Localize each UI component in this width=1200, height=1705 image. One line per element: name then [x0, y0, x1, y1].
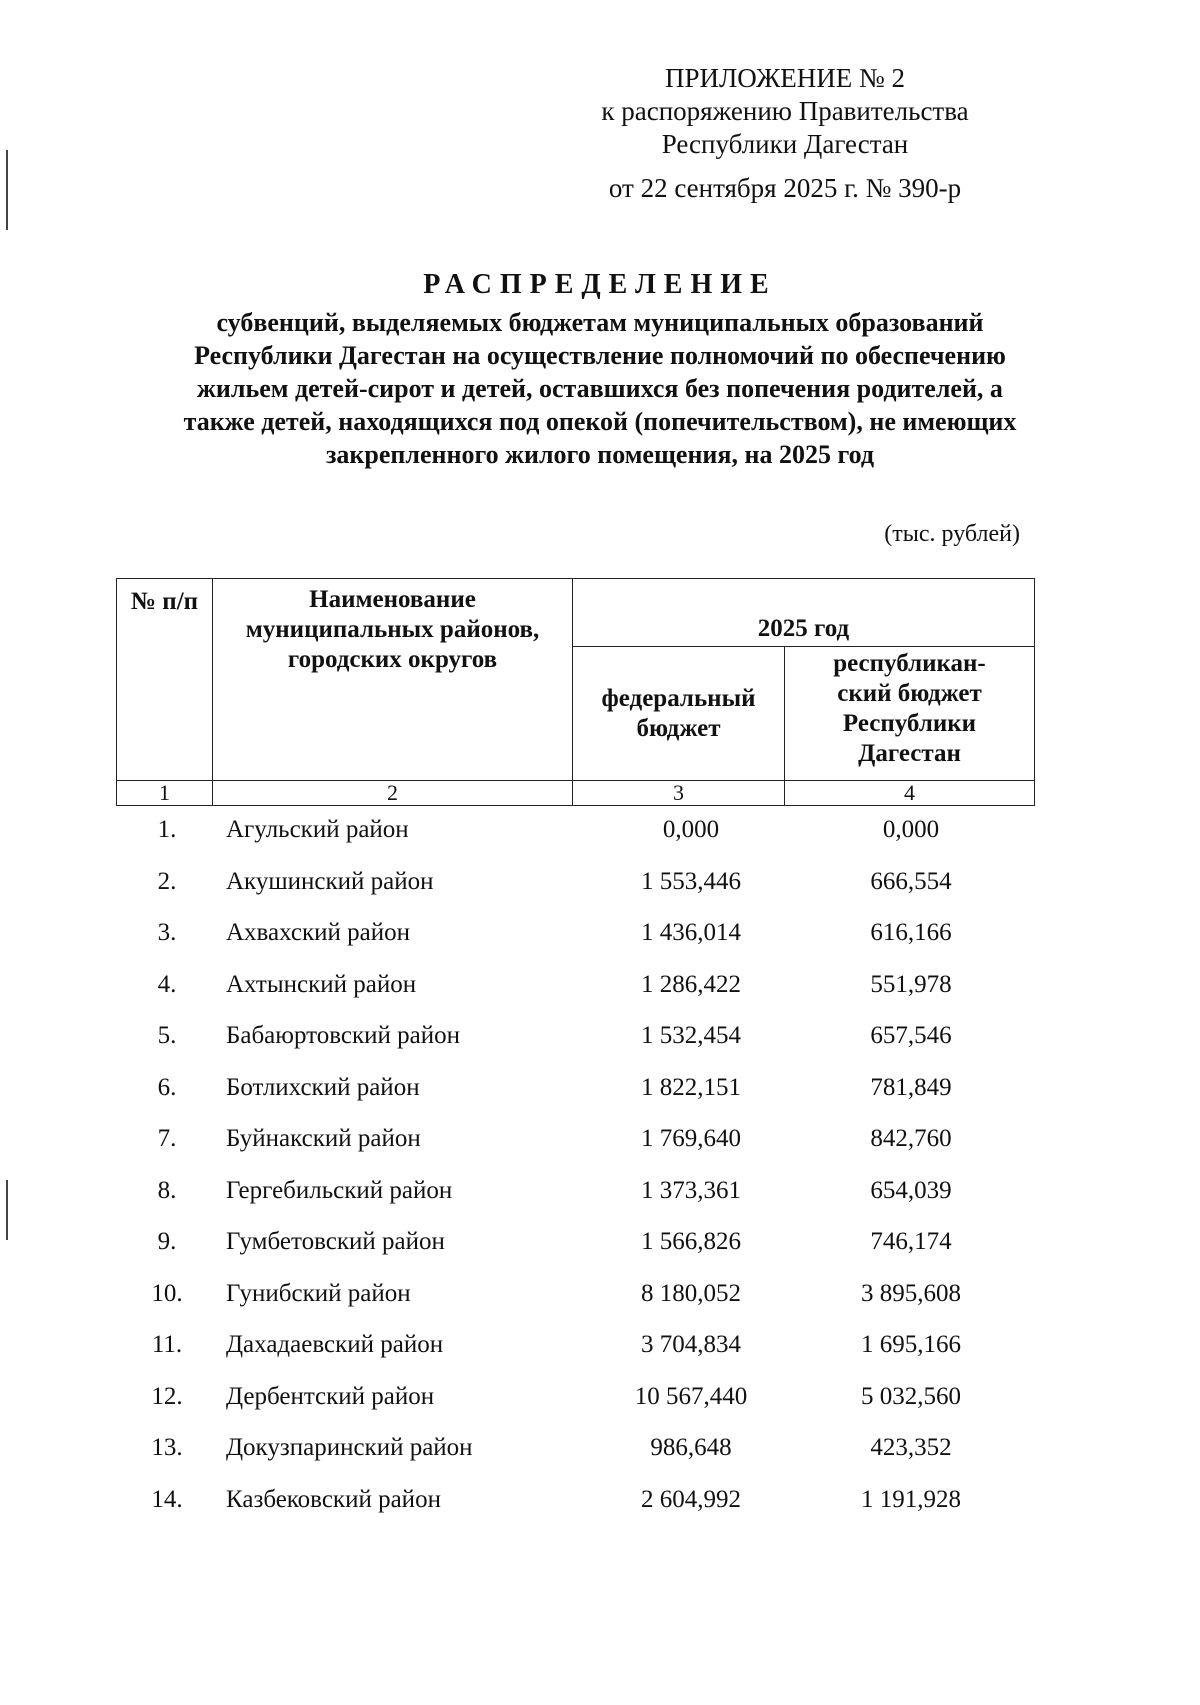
table-header — [116, 578, 1035, 806]
row-federal-amount: 1 822,151 — [641, 1073, 741, 1101]
table-row — [116, 1272, 1034, 1324]
row-number: 6. — [157, 1073, 177, 1101]
header-year: 2025 год — [573, 579, 1035, 647]
row-federal-amount: 8 180,052 — [641, 1279, 741, 1307]
row-republic-amount: 3 895,608 — [861, 1279, 961, 1307]
row-number: 8. — [157, 1176, 177, 1204]
table-row — [116, 911, 1034, 963]
table-row — [116, 1220, 1034, 1272]
table-row — [116, 1323, 1034, 1375]
scan-edge-mark — [6, 150, 8, 230]
title-description — [120, 306, 1080, 471]
appendix-reference: к распоряжению Правительства — [601, 96, 969, 126]
row-district: Буйнакский район — [226, 1125, 421, 1152]
row-republic-amount: 746,174 — [870, 1228, 952, 1255]
row-federal-amount: 1 566,826 — [641, 1228, 741, 1255]
row-district: Дербентский район — [226, 1382, 435, 1410]
row-number: 5. — [157, 1022, 177, 1049]
row-republic-amount: 781,849 — [870, 1073, 952, 1101]
appendix-number: ПРИЛОЖЕНИЕ № 2 — [664, 63, 906, 93]
table-row — [116, 808, 1034, 860]
row-district: Гунибский район — [226, 1279, 411, 1307]
column-number: 4 — [785, 781, 1035, 806]
row-republic-amount: 842,760 — [870, 1125, 952, 1152]
row-federal-amount: 1 532,454 — [641, 1022, 741, 1049]
table-row — [116, 1426, 1034, 1478]
title-line: также детей, находящихся под опекой (попечительством), не имеющих — [183, 407, 1017, 436]
row-number: 11. — [151, 1331, 183, 1358]
column-number: 1 — [117, 781, 213, 806]
row-federal-amount: 3 704,834 — [641, 1331, 741, 1358]
title-line: закрепленного жилого помещения, на 2025 год — [325, 440, 875, 469]
title-line: субвенций, выделяемых бюджетам муниципальных образований — [216, 308, 984, 337]
row-number: 10. — [151, 1279, 183, 1307]
row-federal-amount: 1 436,014 — [641, 919, 741, 946]
row-federal-amount: 1 769,640 — [641, 1125, 741, 1152]
row-number: 7. — [157, 1125, 177, 1152]
column-number: 3 — [573, 781, 785, 806]
row-republic-amount: 5 032,560 — [861, 1382, 961, 1410]
table-row — [116, 1014, 1034, 1066]
row-federal-amount: 1 553,446 — [641, 867, 741, 895]
row-district: Казбековский район — [226, 1485, 441, 1513]
row-republic-amount: 666,554 — [870, 867, 952, 895]
title-line: Республики Дагестан на осуществление полномочий по обеспечению — [194, 341, 1006, 370]
row-republic-amount: 1 695,166 — [861, 1331, 961, 1358]
table-row — [116, 860, 1034, 912]
row-federal-amount: 0,000 — [662, 816, 720, 843]
row-republic-amount: 551,978 — [870, 970, 952, 998]
title-line: жильем детей-сирот и детей, оставшихся без попечения родителей, а — [197, 374, 1003, 403]
row-number: 12. — [151, 1382, 183, 1410]
row-district: Гергебильский район — [226, 1176, 453, 1204]
row-district: Акушинский район — [226, 867, 434, 895]
row-republic-amount: 654,039 — [870, 1176, 952, 1204]
row-number: 1. — [157, 816, 177, 843]
table-row — [116, 1169, 1034, 1221]
row-federal-amount: 2 604,992 — [641, 1485, 741, 1513]
row-district: Гумбетовский район — [226, 1228, 445, 1255]
header-number-column: № п/п — [117, 579, 213, 781]
row-district: Докузпаринский район — [226, 1434, 473, 1461]
header-name-column: Наименование муниципальных районов, городских округов — [213, 579, 573, 781]
row-republic-amount: 0,000 — [882, 816, 940, 843]
row-federal-amount: 1 373,361 — [641, 1176, 741, 1204]
row-district: Ботлихский район — [226, 1073, 420, 1101]
row-number: 2. — [157, 867, 177, 895]
row-republic-amount: 657,546 — [870, 1022, 952, 1049]
title-heading: РАСПРЕДЕЛЕНИЕ — [423, 269, 777, 300]
row-district: Агульский район — [226, 816, 409, 843]
appendix-date: от 22 сентября 2025 г. № 390-р — [608, 173, 962, 203]
appendix-header — [560, 62, 1010, 205]
column-number: 2 — [213, 781, 573, 806]
row-district: Бабаюртовский район — [226, 1022, 460, 1049]
header-federal-budget: федеральный бюджет — [573, 647, 785, 781]
row-federal-amount: 986,648 — [650, 1434, 732, 1461]
row-republic-amount: 1 191,928 — [861, 1485, 961, 1513]
table-row — [116, 1117, 1034, 1169]
row-number: 3. — [157, 919, 177, 946]
row-number: 4. — [157, 970, 177, 998]
row-district: Ахвахский район — [226, 919, 411, 946]
table-body — [116, 808, 1034, 1529]
row-district: Ахтынский район — [226, 970, 417, 998]
row-number: 9. — [157, 1228, 177, 1255]
appendix-issuer: Республики Дагестан — [661, 129, 909, 159]
row-republic-amount: 423,352 — [870, 1434, 952, 1461]
row-district: Дахадаевский район — [226, 1331, 444, 1358]
table-row — [116, 1375, 1034, 1427]
row-federal-amount: 1 286,422 — [641, 970, 741, 998]
units-label: (тыс. рублей) — [884, 521, 1020, 547]
table-row — [116, 1478, 1034, 1530]
table-row — [116, 1066, 1034, 1118]
table-row — [116, 963, 1034, 1015]
row-number: 14. — [151, 1485, 183, 1513]
document-title — [100, 268, 1100, 471]
header-republic-budget: республикан-ский бюджет Республики Дагестан — [785, 647, 1035, 781]
row-number: 13. — [151, 1434, 183, 1461]
row-republic-amount: 616,166 — [870, 919, 952, 946]
scan-edge-mark — [6, 1180, 8, 1240]
row-federal-amount: 10 567,440 — [634, 1382, 748, 1410]
